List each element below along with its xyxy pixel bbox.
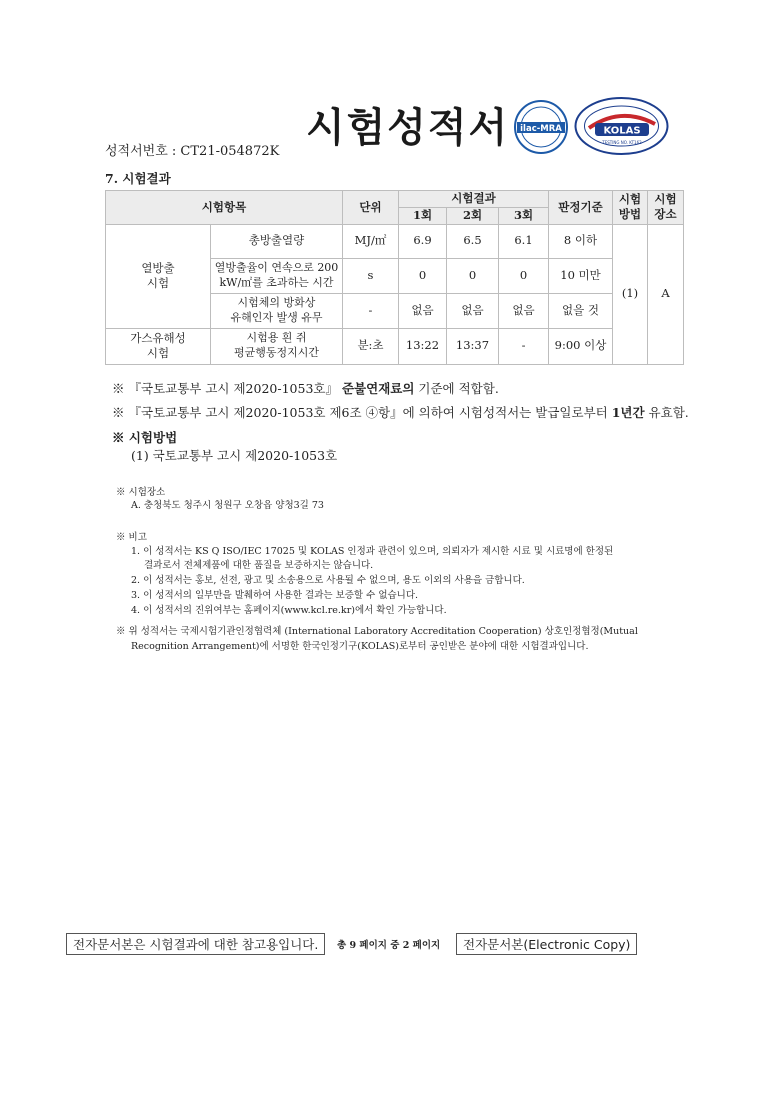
note-compliance bbox=[112, 379, 499, 397]
note-bold: 1년간 bbox=[611, 405, 645, 420]
location-heading: ※ 시험장소 bbox=[116, 487, 166, 498]
report-number: 성적서번호 : CT21-054872K bbox=[105, 144, 280, 159]
svg-text:KOLAS: KOLAS bbox=[603, 125, 641, 137]
header-criteria: 판정기준 bbox=[549, 191, 613, 225]
remark-item: 4. 이 성적서의 진위여부는 홈페이지(www.kcl.re.kr)에서 확인 가능합니다. bbox=[131, 605, 447, 616]
svg-text:ilac-MRA: ilac-MRA bbox=[520, 124, 562, 134]
row-item: 시험체의 방화상 유해인자 발생 유무 bbox=[211, 293, 343, 328]
test-place: A bbox=[648, 224, 684, 364]
kolas-logo bbox=[573, 96, 670, 156]
row-criteria: 10 미만 bbox=[549, 258, 613, 293]
row-criteria: 없을 것 bbox=[549, 293, 613, 328]
header-unit: 단위 bbox=[343, 191, 399, 225]
section-title: 7. 시험결과 bbox=[105, 171, 171, 186]
group-heat-release: 열방출 시험 bbox=[106, 224, 211, 328]
row-value-3: 없음 bbox=[499, 293, 549, 328]
note-mark: ※ bbox=[112, 405, 125, 420]
ilac-mra-logo bbox=[513, 99, 569, 155]
location-address: A. 충청북도 청주시 청원구 오창읍 양청3길 73 bbox=[131, 500, 324, 511]
footer-reference-label: 전자문서본은 시험결과에 대한 참고용입니다. bbox=[66, 933, 325, 955]
remark-item: 2. 이 성적서는 홍보, 선전, 광고 및 소송용으로 사용될 수 없으며, 용도 이외의 사용을 금합니다. bbox=[131, 575, 525, 586]
row-unit: s bbox=[343, 258, 399, 293]
row-unit: - bbox=[343, 293, 399, 328]
header-method: 시험 방법 bbox=[613, 191, 648, 225]
row-value-1: 6.9 bbox=[399, 224, 447, 258]
intl-recognition-note: ※ 위 성적서는 국제시험기관인정협력체 (International Laboratory Accreditation Cooperation) 상호인정협정(Mutual bbox=[116, 626, 638, 637]
note-text: 기준에 적합함. bbox=[418, 381, 499, 396]
row-criteria: 9:00 이상 bbox=[549, 328, 613, 364]
note-bold: 준불연재료의 bbox=[341, 381, 415, 396]
note-text: 유효함. bbox=[648, 405, 689, 420]
header-place: 시험 장소 bbox=[648, 191, 684, 225]
remark-item: 1. 이 성적서는 KS Q ISO/IEC 17025 및 KOLAS 인정과 관련이 있으며, 의뢰자가 제시한 시료 및 시료명에 한정된 bbox=[131, 546, 614, 557]
row-value-3: 0 bbox=[499, 258, 549, 293]
intl-recognition-note: Recognition Arrangement)에 서명한 한국인정기구(KOLAS)로부터 공인받은 분야에 대한 시험결과입니다. bbox=[131, 641, 589, 652]
row-criteria: 8 이하 bbox=[549, 224, 613, 258]
page-title: 시험성적서 bbox=[306, 105, 510, 151]
row-item: 총방출열량 bbox=[211, 224, 343, 258]
row-item: 시험용 흰 쥐 평균행동정지시간 bbox=[211, 328, 343, 364]
header-round-1: 1회 bbox=[399, 207, 447, 224]
test-method: (1) bbox=[613, 224, 648, 364]
remark-item: 결과로서 전체제품에 대한 품질을 보증하지는 않습니다. bbox=[144, 560, 374, 571]
group-gas-toxicity: 가스유해성 시험 bbox=[106, 328, 211, 364]
test-method-item: (1) 국토교통부 고시 제2020-1053호 bbox=[131, 448, 338, 463]
note-text: 『국토교통부 고시 제2020-1053호』 bbox=[128, 381, 338, 396]
test-method-heading: ※ 시험방법 bbox=[112, 430, 178, 445]
svg-text:TESTING NO. KT162: TESTING NO. KT162 bbox=[602, 140, 642, 145]
row-value-1: 0 bbox=[399, 258, 447, 293]
test-result-table bbox=[105, 190, 684, 365]
header-item: 시험항목 bbox=[106, 191, 343, 225]
row-value-1: 13:22 bbox=[399, 328, 447, 364]
page-indicator: 총 9 페이지 중 2 페이지 bbox=[337, 940, 441, 951]
table-row bbox=[106, 224, 684, 258]
row-value-2: 0 bbox=[447, 258, 499, 293]
row-value-2: 없음 bbox=[447, 293, 499, 328]
row-value-2: 6.5 bbox=[447, 224, 499, 258]
row-unit: MJ/㎡ bbox=[343, 224, 399, 258]
header-round-3: 3회 bbox=[499, 207, 549, 224]
remarks-heading: ※ 비고 bbox=[116, 532, 147, 543]
table-row bbox=[106, 328, 684, 364]
note-validity bbox=[112, 403, 689, 421]
note-text: 『국토교통부 고시 제2020-1053호 제6조 ④항』에 의하여 시험성적서는 발급일로부터 bbox=[128, 405, 608, 420]
row-value-1: 없음 bbox=[399, 293, 447, 328]
row-value-3: 6.1 bbox=[499, 224, 549, 258]
footer-copy-label: 전자문서본(Electronic Copy) bbox=[456, 933, 637, 955]
header-result: 시험결과 bbox=[399, 191, 549, 208]
row-unit: 분:초 bbox=[343, 328, 399, 364]
remark-item: 3. 이 성적서의 일부만을 발췌하여 사용한 결과는 보증할 수 없습니다. bbox=[131, 590, 419, 601]
row-value-2: 13:37 bbox=[447, 328, 499, 364]
row-item: 열방출율이 연속으로 200 kW/㎡를 초과하는 시간 bbox=[211, 258, 343, 293]
note-mark: ※ bbox=[112, 381, 125, 396]
header-round-2: 2회 bbox=[447, 207, 499, 224]
row-value-3: - bbox=[499, 328, 549, 364]
